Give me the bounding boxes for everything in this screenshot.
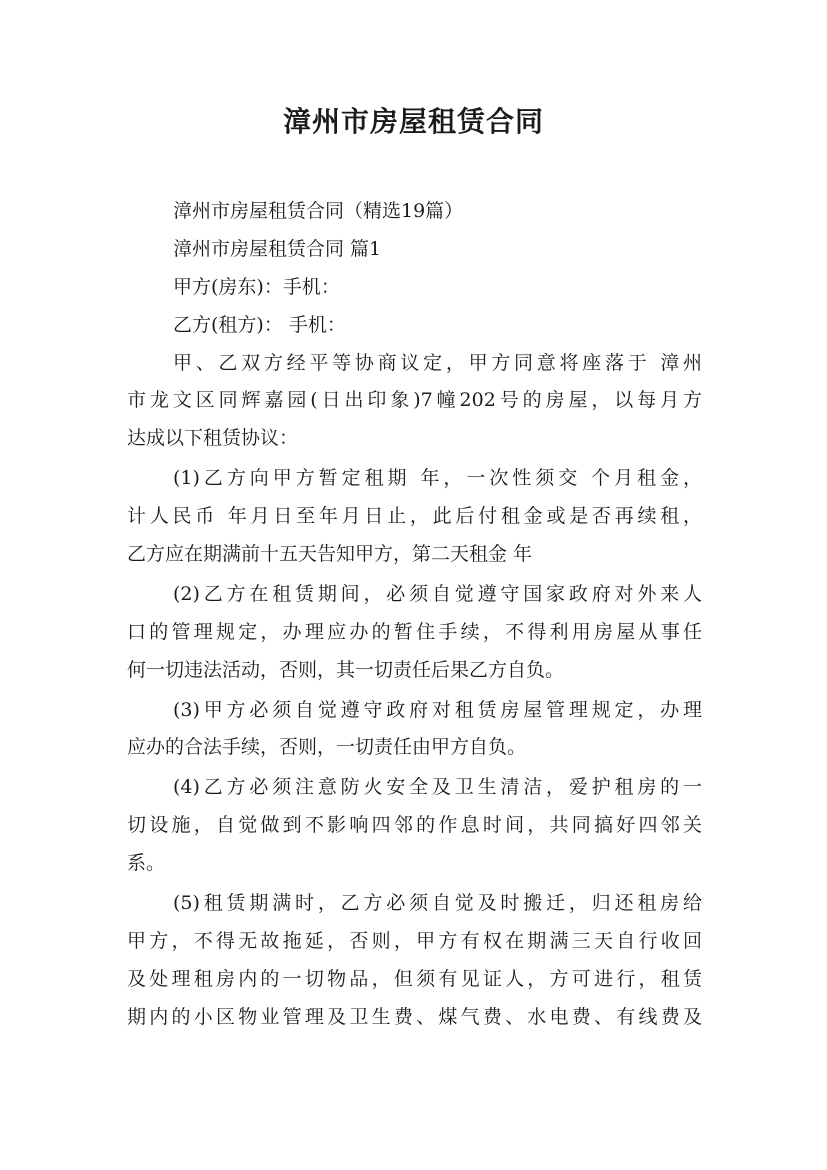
text-line: 计人民币 年月日至年月日止，此后付租金或是否再续租， [127, 505, 702, 528]
text-line: 市龙文区同辉嘉园(日出印象)7幢202号的房屋，以每月方 [127, 389, 702, 412]
text-line: (3)甲方必须自觉遵守政府对租赁房屋管理规定，办理 [173, 698, 702, 721]
text-line: (5)租赁期满时，乙方必须自觉及时搬迁，归还租房给 [173, 892, 702, 915]
document-body [127, 193, 702, 1037]
text-line: (2)乙方在租赁期间，必须自觉遵守国家政府对外来人 [173, 582, 702, 605]
text-line: (1)乙方向甲方暂定租期 年，一次性须交 个月租金， [173, 467, 702, 490]
text-line: 及处理租房内的一切物品，但须有见证人，方可进行，租赁 [127, 967, 702, 990]
document-title: 漳州市房屋租赁合同 [282, 105, 544, 138]
text-line: 切设施，自觉做到不影响四邻的作息时间，共同搞好四邻关 [127, 814, 702, 837]
text-line-party-a: 甲方(房东)：手机： [173, 275, 340, 298]
text-line: 何一切违法活动，否则，其一切责任后果乙方自负。 [127, 658, 565, 681]
text-line-party-b: 乙方(租方)： 手机： [173, 313, 346, 336]
text-line-section-heading: 漳州市房屋租赁合同 篇1 [173, 237, 382, 260]
text-line: 口的管理规定，办理应办的暂住手续，不得利用房屋从事任 [127, 620, 702, 643]
text-line: 甲方，不得无故拖延，否则，甲方有权在期满三天自行收回 [127, 929, 702, 952]
text-line: 期内的小区物业管理及卫生费、煤气费、水电费、有线费及 [127, 1005, 702, 1028]
text-line: 达成以下租赁协议： [127, 427, 299, 450]
text-line-subtitle: 漳州市房屋租赁合同（精选19篇） [173, 200, 464, 222]
text-line: 系。 [127, 852, 166, 875]
text-line: 甲、乙双方经平等协商议定，甲方同意将座落于 漳州 [173, 351, 702, 374]
text-line: 乙方应在期满前十五天告知甲方，第二天租金 年 [127, 543, 533, 566]
text-line: (4)乙方必须注意防火安全及卫生清洁，爱护租房的一 [173, 776, 702, 799]
text-line: 应办的合法手续，否则，一切责任由甲方自负。 [127, 736, 527, 759]
